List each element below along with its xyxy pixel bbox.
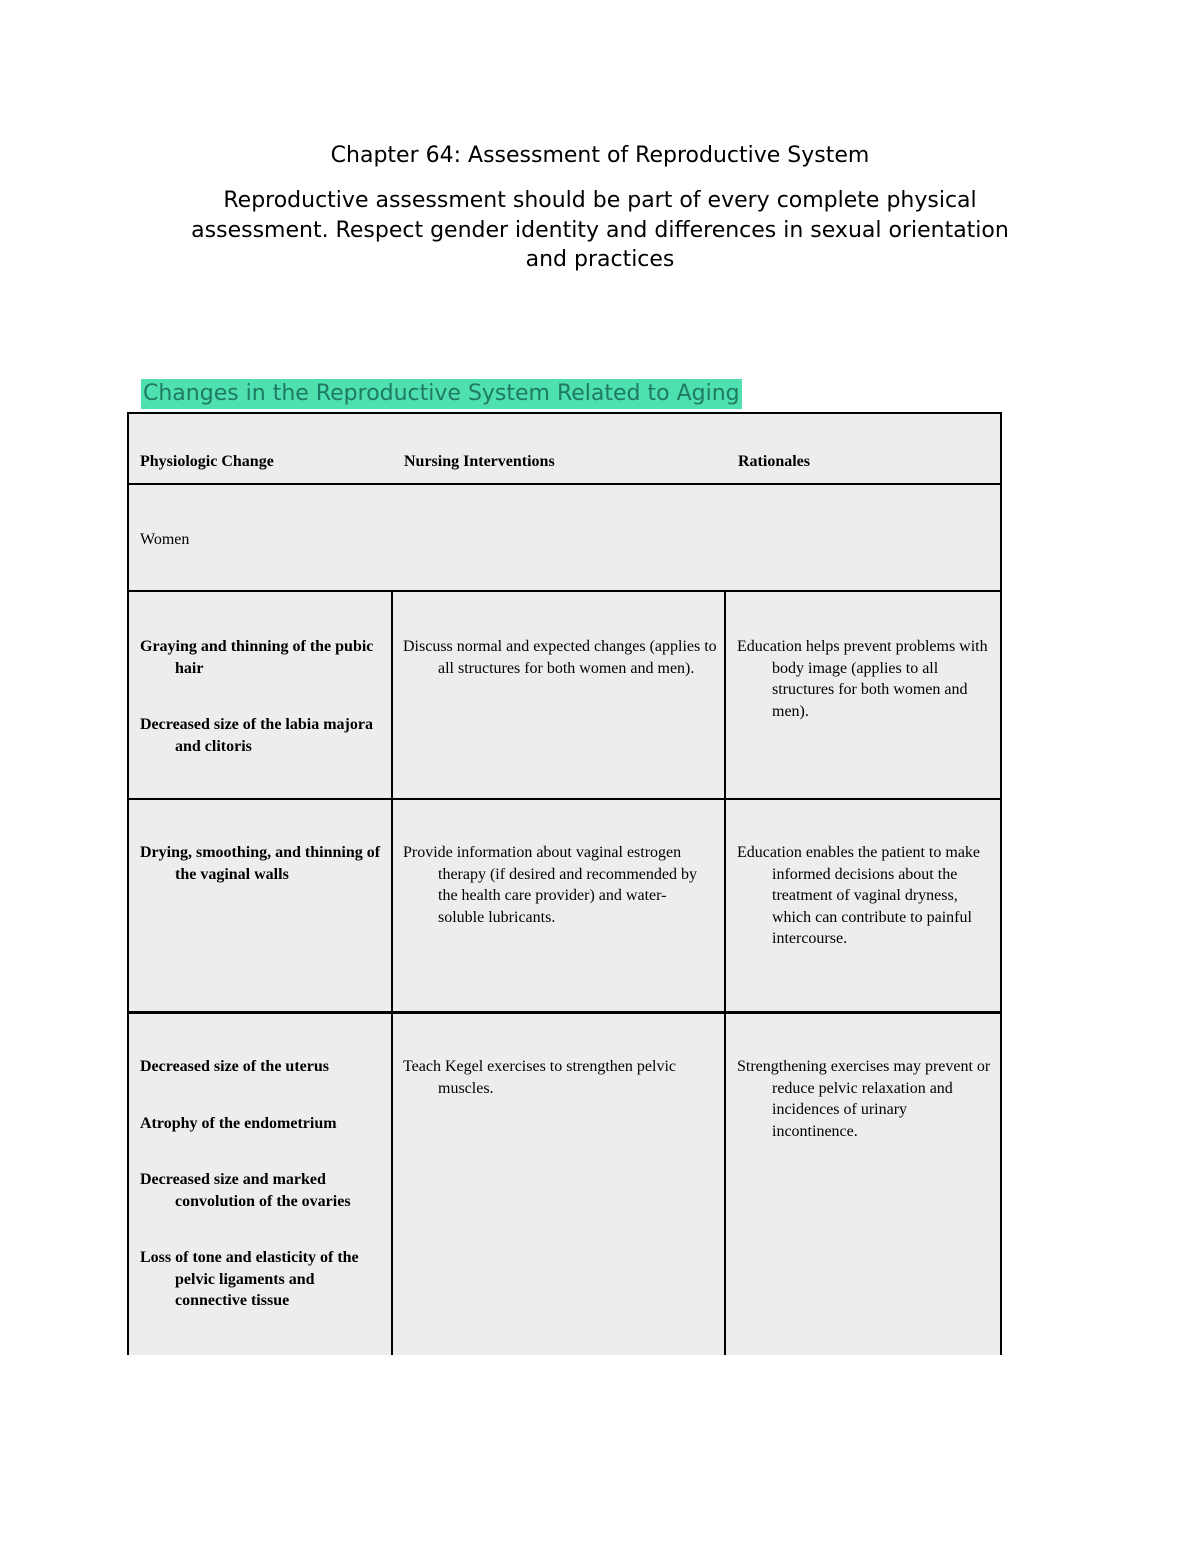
intervention-text: Discuss normal and expected changes (applies to all structures for both women and men).: [403, 638, 717, 677]
section-heading: Changes in the Reproductive System Related to Aging: [141, 379, 742, 409]
table-border-top: [127, 412, 1002, 414]
table-border-left: [127, 412, 129, 1355]
table-row-2-change: [140, 842, 384, 885]
header-physiologic-change: Physiologic Change: [140, 453, 274, 470]
rationale-text: Strengthening exercises may prevent or reduce pelvic relaxation and incidences of urinary incontinence.: [737, 1058, 991, 1140]
group-label-women: Women: [140, 531, 190, 548]
rationale-text: Education helps prevent problems with body image (applies to all structures for both women and men).: [737, 638, 988, 720]
intro-line: and practices: [525, 247, 675, 272]
table-row-2-rationale: [737, 842, 993, 950]
table-row-2-intervention: [403, 842, 703, 928]
column-rule: [391, 590, 393, 1355]
intro-paragraph: [150, 186, 1050, 275]
header-nursing-interventions: Nursing Interventions: [404, 453, 555, 470]
change-item: Decreased size and marked convolution of the ovaries: [140, 1171, 351, 1210]
header-rationales: Rationales: [738, 453, 810, 470]
change-item: Graying and thinning of the pubic hair: [140, 638, 374, 677]
change-item: Decreased size of the uterus: [140, 1058, 329, 1075]
intro-line: Reproductive assessment should be part of every complete physical: [223, 188, 977, 213]
table-row-3-intervention: [403, 1056, 703, 1099]
chapter-title: Chapter 64: Assessment of Reproductive System: [330, 143, 870, 168]
rationale-text: Education enables the patient to make informed decisions about the treatment of vaginal dryness, which can contribute to painful intercourse.: [737, 844, 981, 947]
table-rule: [127, 590, 1002, 592]
intervention-text: Provide information about vaginal estrogen therapy (if desired and recommended by the health care provider) and water-soluble lubricants.: [403, 844, 698, 926]
table-rule: [127, 483, 1002, 485]
intervention-text: Teach Kegel exercises to strengthen pelvic muscles.: [403, 1058, 676, 1097]
table-rule: [127, 798, 1002, 800]
intro-line: assessment. Respect gender identity and differences in sexual orientation: [191, 217, 1009, 243]
table-row-1-intervention: [403, 636, 719, 679]
column-rule: [724, 590, 726, 1355]
table-rule: [127, 1011, 1002, 1014]
aging-changes-table: [127, 412, 1002, 1355]
change-item: Decreased size of the labia majora and clitoris: [140, 716, 373, 755]
table-border-right: [1000, 412, 1002, 1355]
change-item: Atrophy of the endometrium: [140, 1114, 337, 1132]
change-item: Drying, smoothing, and thinning of the vaginal walls: [140, 844, 381, 883]
table-row-3-change: [140, 1056, 390, 1312]
change-item: Loss of tone and elasticity of the pelvic ligaments and connective tissue: [140, 1249, 359, 1309]
table-row-1-rationale: [737, 636, 997, 722]
table-row-3-rationale: [737, 1056, 993, 1142]
table-row-1-change: [140, 636, 384, 757]
